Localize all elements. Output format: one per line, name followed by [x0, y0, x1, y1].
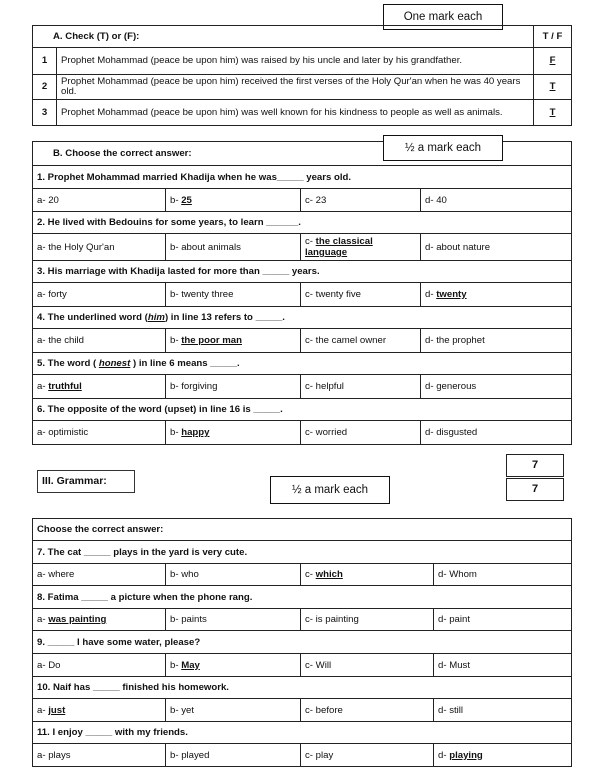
options-row-1	[33, 189, 572, 212]
option-c[interactable]: c- before	[301, 699, 434, 722]
grammar-instruction: Choose the correct answer:	[33, 519, 572, 541]
option-c[interactable]: c- is painting	[301, 609, 434, 631]
option-a[interactable]: a- the child	[33, 329, 166, 353]
option-b[interactable]: b- twenty three	[166, 283, 301, 307]
options-row-7	[33, 564, 572, 586]
question-3: 3. His marriage with Khadija lasted for more than _____ years.	[33, 261, 572, 283]
question-9: 9. _____ I have some water, please?	[33, 631, 572, 654]
option-c[interactable]: c- 23	[301, 189, 421, 212]
question-1: 1. Prophet Mohammad married Khadija when he was_____ years old.	[33, 166, 572, 189]
option-d[interactable]: d- 40	[421, 189, 572, 212]
option-b[interactable]: b- who	[166, 564, 301, 586]
correct-answer: just	[48, 704, 66, 716]
section-a-title: A. Check (T) or (F):	[33, 26, 534, 48]
options-row-6	[33, 421, 572, 445]
tf-statement: Prophet Mohammad (peace be upon him) was well known for his kindness to people as well as animals.	[57, 100, 534, 126]
option-d[interactable]: d- the prophet	[421, 329, 572, 353]
score-box-2: 7	[506, 478, 564, 501]
option-a[interactable]: a- where	[33, 564, 166, 586]
options-row-10	[33, 699, 572, 722]
correct-answer: the poor man	[181, 335, 242, 346]
question-5: 5. The word ( honest ) in line 6 means _____.	[33, 353, 572, 375]
option-b[interactable]: b- happy	[166, 421, 301, 445]
question-2: 2. He lived with Bedouins for some years, to learn ______.	[33, 212, 572, 234]
correct-answer: was painting	[48, 614, 107, 625]
option-d[interactable]: d- twenty	[421, 283, 572, 307]
options-row-3	[33, 283, 572, 307]
option-a[interactable]: a- truthful	[33, 375, 166, 399]
correct-answer: truthful	[48, 381, 82, 392]
option-b[interactable]: b- forgiving	[166, 375, 301, 399]
tf-statement: Prophet Mohammad (peace be upon him) was raised by his uncle and later by his grandfather.	[57, 48, 534, 75]
section-b-title: B. Choose the correct answer:	[33, 142, 572, 166]
tf-row: 3 Prophet Mohammad (peace be upon him) was well known for his kindness to people as well as animals. T	[33, 100, 572, 126]
option-a[interactable]: a- Do	[33, 654, 166, 677]
correct-answer: the classical language	[305, 236, 373, 258]
options-row-2	[33, 234, 572, 261]
option-d[interactable]: d- about nature	[421, 234, 572, 261]
half-mark-box-grammar: ½ a mark each	[270, 476, 390, 504]
correct-answer: twenty	[436, 289, 467, 300]
option-d[interactable]: d- Whom	[434, 564, 572, 586]
question-4: 4. The underlined word (him) in line 13 refers to _____.	[33, 307, 572, 329]
option-b[interactable]: b- 25	[166, 189, 301, 212]
correct-answer: which	[315, 569, 343, 580]
question-11: 11. I enjoy _____ with my friends.	[33, 722, 572, 744]
correct-answer: playing	[449, 749, 483, 761]
grammar-title: III. Grammar:	[37, 470, 135, 493]
question-10: 10. Naif has _____ finished his homework.	[33, 677, 572, 699]
question-7: 7. The cat _____ plays in the yard is very cute.	[33, 541, 572, 564]
option-a[interactable]: a- the Holy Qur'an	[33, 234, 166, 261]
option-c[interactable]: c- play	[301, 744, 434, 767]
option-d[interactable]: d- generous	[421, 375, 572, 399]
tf-answer[interactable]: F	[534, 48, 572, 75]
question-6: 6. The opposite of the word (upset) in line 16 is _____.	[33, 399, 572, 421]
question-8: 8. Fatima _____ a picture when the phone rang.	[33, 586, 572, 609]
tf-answer[interactable]: T	[534, 75, 572, 100]
option-c[interactable]: c- the classical language	[301, 234, 421, 261]
options-row-4	[33, 329, 572, 353]
correct-answer: May	[181, 659, 200, 671]
option-a[interactable]: a- was painting	[33, 609, 166, 631]
tf-row: 1 Prophet Mohammad (peace be upon him) was raised by his uncle and later by his grandfather. F	[33, 48, 572, 75]
option-d[interactable]: d- still	[434, 699, 572, 722]
one-mark-each-label: One mark each	[403, 11, 483, 23]
tf-row: 2 Prophet Mohammad (peace be upon him) received the first verses of the Holy Qur'an when he was 40 years old. T	[33, 75, 572, 100]
score-box-1: 7	[506, 454, 564, 477]
section-a-table	[32, 25, 572, 126]
option-b[interactable]: b- played	[166, 744, 301, 767]
options-row-8	[33, 609, 572, 631]
option-b[interactable]: b- paints	[166, 609, 301, 631]
option-a[interactable]: a- optimistic	[33, 421, 166, 445]
option-b[interactable]: b- yet	[166, 699, 301, 722]
option-c[interactable]: c- Will	[301, 654, 434, 677]
option-c[interactable]: c- worried	[301, 421, 421, 445]
option-c[interactable]: c- which	[301, 564, 434, 586]
options-row-11	[33, 744, 572, 767]
option-c[interactable]: c- twenty five	[301, 283, 421, 307]
option-c[interactable]: c- the camel owner	[301, 329, 421, 353]
options-row-9	[33, 654, 572, 677]
option-b[interactable]: b- the poor man	[166, 329, 301, 353]
option-a[interactable]: a- just	[33, 699, 166, 722]
option-d[interactable]: d- Must	[434, 654, 572, 677]
option-d[interactable]: d- paint	[434, 609, 572, 631]
correct-answer: 25	[181, 194, 192, 206]
correct-answer: happy	[181, 427, 210, 438]
option-a[interactable]: a- plays	[33, 744, 166, 767]
tf-answer[interactable]: T	[534, 100, 572, 126]
grammar-table	[32, 518, 572, 767]
option-a[interactable]: a- forty	[33, 283, 166, 307]
tf-statement: Prophet Mohammad (peace be upon him) received the first verses of the Holy Qur'an when he was 40 years old.	[57, 75, 534, 100]
option-b[interactable]: b- about animals	[166, 234, 301, 261]
option-a[interactable]: a- 20	[33, 189, 166, 212]
section-b-table	[32, 141, 572, 445]
option-c[interactable]: c- helpful	[301, 375, 421, 399]
option-b[interactable]: b- May	[166, 654, 301, 677]
options-row-5	[33, 375, 572, 399]
tf-header: T / F	[534, 26, 572, 48]
option-d[interactable]: d- playing	[434, 744, 572, 767]
half-mark-box-b: ½ a mark each	[383, 135, 503, 161]
option-d[interactable]: d- disgusted	[421, 421, 572, 445]
